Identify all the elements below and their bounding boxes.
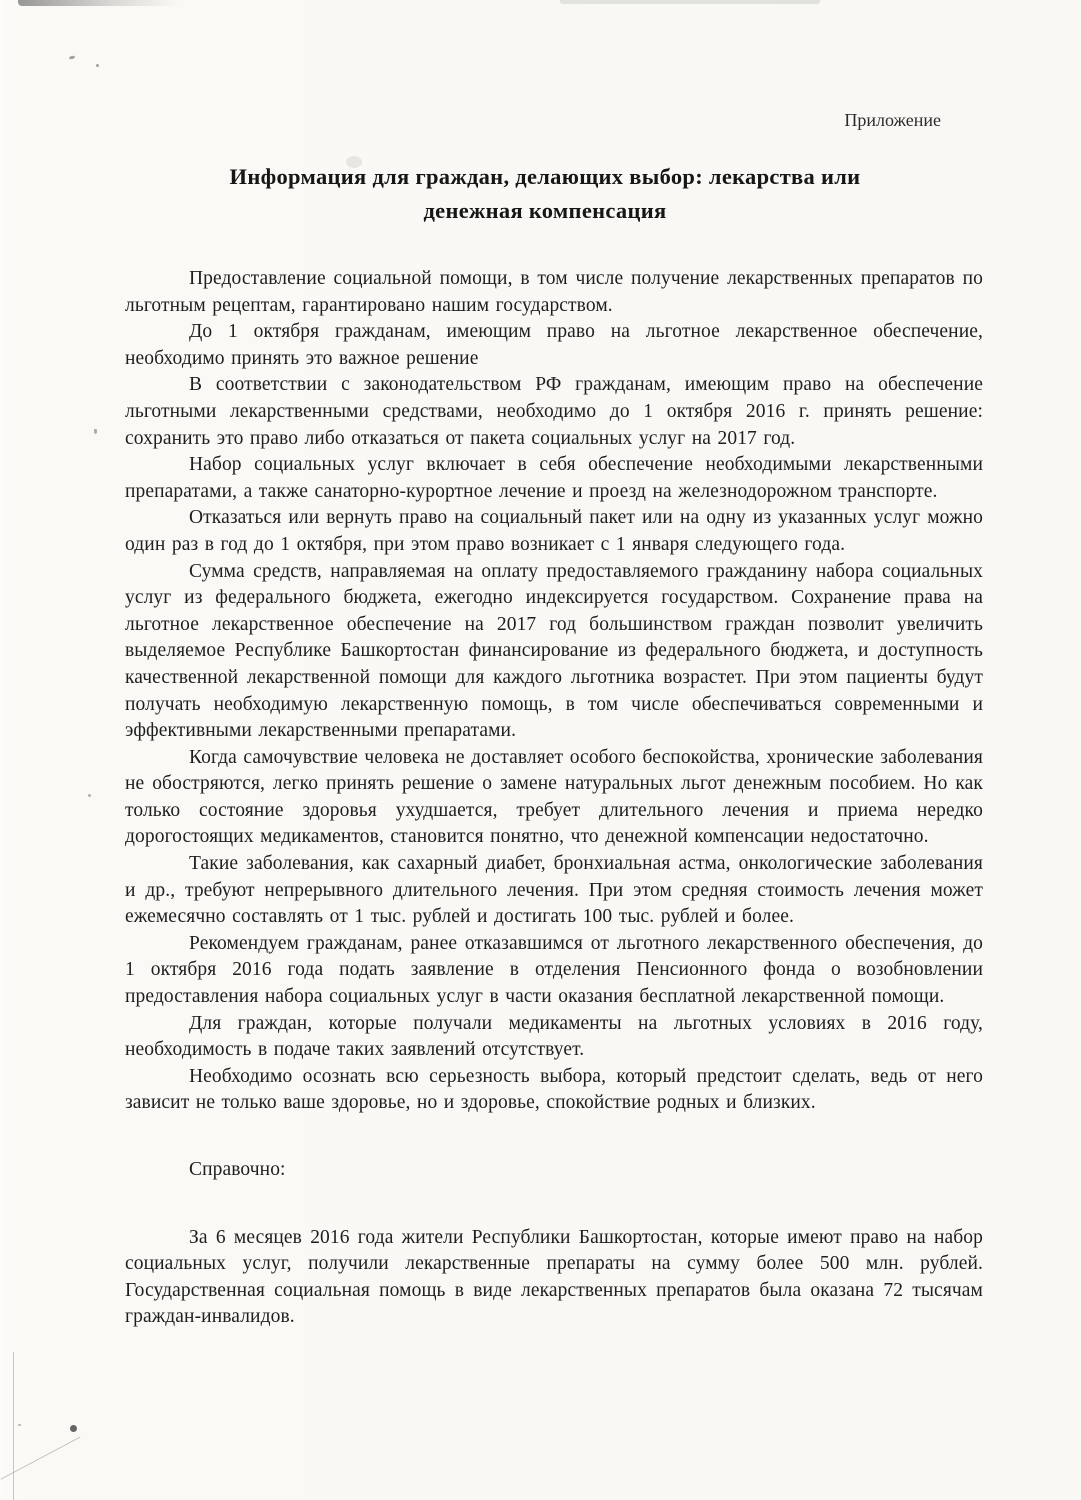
body-paragraph: До 1 октября гражданам, имеющим право на льготное лекарственное обеспечение, необходимо принять это важное решение xyxy=(125,321,983,369)
reference-heading: Справочно: xyxy=(189,1159,286,1180)
body-paragraph: Сумма средств, направляемая на оплату предоставляемого гражданину набора социальных услуг из федерального бюджета, ежегодно индексируется государством. Сохранение права на льготное лекарственное обеспечение на 2017 год большинством граждан позволит увеличить выделяемое Республике Башкортостан финансирование из федерального бюджета, и доступность качественной лекарственной помощи для каждого льготника возрастет. При этом пациенты будут получать необходимую лекарственную помощь, в том числе обеспечиваться современными и эффективными лекарственными препаратами. xyxy=(125,560,983,742)
scan-edge-line xyxy=(13,1352,14,1500)
body-paragraph: Необходимо осознать всю серьезность выбора, который предстоит сделать, ведь от него зависит не только ваше здоровье, но и здоровье, спокойствие родных и близких. xyxy=(125,1065,983,1114)
scan-speck xyxy=(69,55,76,59)
scan-edge-curve xyxy=(0,1437,101,1500)
appendix-label: Приложение xyxy=(844,110,941,130)
scan-speck xyxy=(18,1424,21,1426)
document-body xyxy=(125,266,983,1331)
scan-speck xyxy=(70,1425,77,1432)
body-paragraph: В соответствии с законодательством РФ гражданам, имеющим право на обеспечение льготными лекарственными средствами, необходимо до 1 октября 2016 г. принять решение: сохранить это право либо отказаться от пакета социальных услуг на 2017 год. xyxy=(125,374,983,449)
body-paragraph: Для граждан, которые получали медикаменты на льготных условиях в 2016 году, необходимость в подаче таких заявлений отсутствует. xyxy=(125,1012,983,1061)
body-paragraph: Такие заболевания, как сахарный диабет, бронхиальная астма, онкологические заболевания и др., требуют непрерывного длительного лечения. При этом средняя стоимость лечения может ежемесячно составлять от 1 тыс. рублей и достигать 100 тыс. рублей и более. xyxy=(125,853,983,928)
scan-smudge xyxy=(18,0,178,6)
reference-paragraph: За 6 месяцев 2016 года жители Республики Башкортостан, которые имеют право на набор социальных услуг, получили лекарственные препараты на сумму более 500 млн. рублей. Государственная социальная помощь в виде лекарственных препаратов была оказана 72 тысячам граждан-инвалидов. xyxy=(125,1226,983,1328)
scan-smudge xyxy=(560,0,820,4)
body-paragraph: Когда самочувствие человека не доставляет особого беспокойства, хронические заболевания не обостряются, легко принять решение о замене натуральных льгот денежным пособием. Но как только состояние здоровья ухудшается, требует длительного лечения и приема нередко дорогостоящих медикаментов, становится понятно, что денежной компенсации недостаточно. xyxy=(125,746,983,848)
body-paragraph: Предоставление социальной помощи, в том числе получение лекарственных препаратов по льготным рецептам, гарантировано нашим государством. xyxy=(125,268,983,316)
body-paragraph: Набор социальных услуг включает в себя обеспечение необходимыми лекарственными препаратами, а также санаторно-курортное лечение и проезд на железнодорожном транспорте. xyxy=(125,454,983,502)
scan-speck xyxy=(94,429,97,434)
document-title xyxy=(110,160,980,228)
document-title-line2: денежная компенсация xyxy=(423,198,667,223)
scan-speck xyxy=(88,794,91,797)
document-title-line1: Информация для граждан, делающих выбор: лекарства или xyxy=(229,164,861,189)
body-paragraph: Отказаться или вернуть право на социальный пакет или на одну из указанных услуг можно один раз в год до 1 октября, при этом право возникает с 1 января следующего года. xyxy=(125,507,983,555)
scan-speck xyxy=(96,64,99,67)
body-paragraph: Рекомендуем гражданам, ранее отказавшимся от льготного лекарственного обеспечения, до 1 октября 2016 года подать заявление в отделения Пенсионного фонда о возобновлении предоставления набора социальных услуг в части оказания бесплатной лекарственной помощи. xyxy=(125,932,983,1008)
